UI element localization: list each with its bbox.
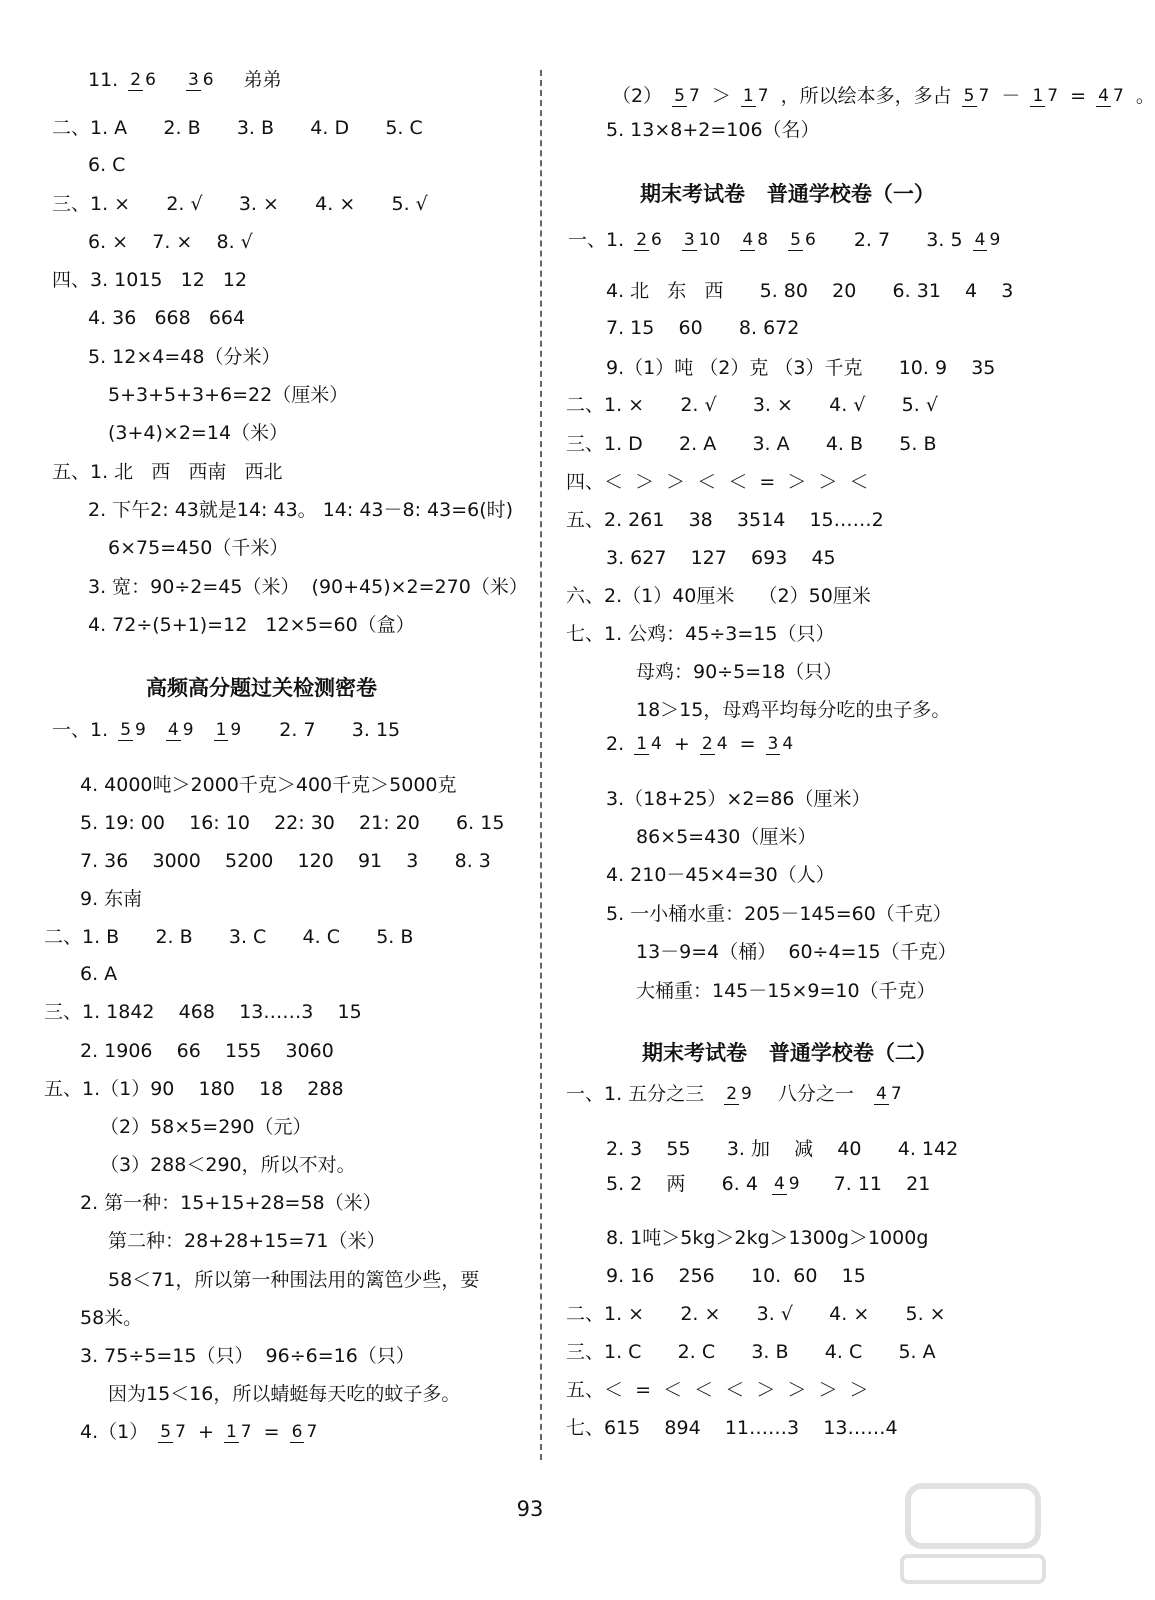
- right-line-s7: 四、＜ ＞ ＞ ＜ ＜ = ＞ ＞ ＜: [566, 471, 869, 493]
- right-line-s19: 13－9=4（桶） 60÷4=15（千克）: [636, 941, 957, 963]
- right-line-s9: 3. 627 127 693 45: [606, 547, 836, 569]
- left-line-m5: 9. 东南: [80, 888, 143, 910]
- left-line-13: 6×75=450（千米）: [108, 537, 289, 559]
- fraction: 5 6: [790, 229, 816, 250]
- right-line-s2: 4. 北 东 西 5. 80 20 6. 31 4 3: [606, 280, 1014, 302]
- fraction: 1 7: [225, 1421, 252, 1442]
- left-line-10: (3+4)×2=14（米）: [108, 422, 289, 444]
- right-line-t6: 二、1. × 2. × 3. √ 4. × 5. ×: [566, 1303, 946, 1325]
- left-line-12: 2. 下午2: 43就是14: 43。 14: 43－8: 43=6(时): [88, 499, 514, 521]
- fraction: 4 9: [974, 229, 1001, 250]
- right-line-s1: 一、1. 2 6 3 10 4 8 5 6 2. 7 3. 5 4 9: [568, 229, 1001, 251]
- fraction: 5 9: [120, 719, 146, 740]
- left-line-m13: 2. 第一种：15+15+28=58（米）: [80, 1192, 382, 1214]
- left-line-m19: 4.（1） 5 7 + 1 7 = 6 7: [80, 1421, 318, 1443]
- left-line-m14: 第二种：28+28+15=71（米）: [108, 1230, 386, 1252]
- left-line-m12: （3）288＜290，所以不对。: [100, 1154, 356, 1176]
- left-line-2: 二、1. A 2. B 3. B 4. D 5. C: [52, 117, 423, 139]
- fraction: 1 7: [742, 85, 769, 106]
- fraction: 1 4: [636, 733, 662, 754]
- fraction: 4 7: [1098, 85, 1124, 106]
- left-line-9: 5+3+5+3+6=22（厘米）: [108, 384, 349, 406]
- fraction: 1 9: [215, 719, 242, 740]
- left-line-7: 4. 36 668 664: [88, 307, 246, 329]
- right-line-s4: 9.（1）吨 （2）克 （3）千克 10. 9 35: [606, 357, 996, 379]
- left-line-m16: 58米。: [80, 1307, 143, 1329]
- right-line-1: （2） 5 7 ＞ 1 7 ，所以绘本多，多占 5 7 － 1 7 = 4 7 。: [612, 85, 1155, 107]
- left-line-m4: 7. 36 3000 5200 120 91 3 8. 3: [80, 850, 491, 872]
- left-line-14: 3. 宽：90÷2=45（米） (90+45)×2=270（米）: [88, 576, 528, 598]
- fraction: 4 9: [167, 719, 194, 740]
- left-line-11: 五、1. 北 西 西南 西北: [52, 461, 283, 483]
- left-line-8: 5. 12×4=48（分米）: [88, 346, 281, 368]
- right-line-2: 5. 13×8+2=106（名）: [606, 119, 820, 141]
- left-line-m10: 五、1.（1）90 180 18 288: [44, 1078, 344, 1100]
- fraction: 4 9: [773, 1173, 800, 1194]
- right-line-s5: 二、1. × 2. √ 3. × 4. √ 5. √: [566, 394, 938, 416]
- right-line-t4: 8. 1吨＞5kg＞2kg＞1300g＞1000g: [606, 1227, 929, 1249]
- left-line-5: 6. × 7. × 8. √: [88, 231, 253, 253]
- left-line-4: 三、1. × 2. √ 3. × 4. × 5. √: [52, 193, 428, 215]
- fraction: 2 9: [726, 1083, 752, 1104]
- left-line-m3: 5. 19: 00 16: 10 22: 30 21: 20 6. 15: [80, 812, 505, 834]
- fraction: 6 7: [291, 1421, 318, 1442]
- left-line-3: 6. C: [88, 154, 126, 176]
- fraction: 3 10: [683, 229, 721, 250]
- right-line-t1: 一、1. 五分之三 2 9 八分之一 4 7: [566, 1083, 902, 1105]
- fraction: 2 4: [701, 733, 728, 754]
- fraction: 2 6: [130, 69, 156, 90]
- right-line-s3: 7. 15 60 8. 672: [606, 317, 800, 339]
- left-line-m8: 三、1. 1842 468 13……3 15: [44, 1001, 362, 1023]
- right-line-s8: 五、2. 261 38 3514 15……2: [566, 509, 884, 531]
- fraction: 5 7: [674, 85, 700, 106]
- left-line-15: 4. 72÷(5+1)=12 12×5=60（盒）: [88, 614, 415, 636]
- right-line-t2: 2. 3 55 3. 加 减 40 4. 142: [606, 1138, 959, 1160]
- left-line-m18: 因为15＜16，所以蜻蜓每天吃的蚊子多。: [108, 1383, 461, 1405]
- right-line-s17: 4. 210－45×4=30（人）: [606, 864, 835, 886]
- right-line-s14: 2. 1 4 + 2 4 = 3 4: [606, 733, 794, 755]
- section-heading-left: 高频高分题过关检测密卷: [146, 676, 377, 700]
- section-heading-right-1: 期末考试卷 普通学校卷（一）: [640, 182, 935, 206]
- left-line-6: 四、3. 1015 12 12: [52, 269, 248, 291]
- right-line-s18: 5. 一小桶水重：205－145=60（千克）: [606, 903, 952, 925]
- right-line-s10: 六、2.（1）40厘米 （2）50厘米: [566, 585, 871, 607]
- fraction: 3 6: [187, 69, 214, 90]
- right-line-s13: 18＞15，母鸡平均每分吃的虫子多。: [636, 699, 951, 721]
- fraction: 5 7: [160, 1421, 186, 1442]
- left-line-m9: 2. 1906 66 155 3060: [80, 1040, 334, 1062]
- right-line-s15: 3.（18+25）×2=86（厘米）: [606, 788, 871, 810]
- right-line-t5: 9. 16 256 10. 60 15: [606, 1265, 866, 1287]
- fraction: 3 4: [767, 733, 794, 754]
- fraction: 4 7: [875, 1083, 902, 1104]
- left-line-m7: 6. A: [80, 963, 118, 985]
- right-line-t9: 七、615 894 11……3 13……4: [566, 1417, 898, 1439]
- right-line-t8: 五、＜ = ＜ ＜ ＜ ＞ ＞ ＞ ＞: [566, 1379, 869, 1401]
- left-line-m17: 3. 75÷5=15（只） 96÷6=16（只）: [80, 1345, 415, 1367]
- left-line-m1: 一、1. 5 9 4 9 1 9 2. 7 3. 15: [52, 719, 401, 741]
- page-number: 93: [516, 1497, 544, 1521]
- left-line-m15: 58＜71，所以第一种围法用的篱笆少些，要: [108, 1269, 480, 1291]
- fraction: 4 8: [742, 229, 769, 250]
- right-line-t7: 三、1. C 2. C 3. B 4. C 5. A: [566, 1341, 936, 1363]
- right-line-t3: 5. 2 两 6. 4 4 9 7. 11 21: [606, 1173, 931, 1195]
- right-line-s12: 母鸡：90÷5=18（只）: [636, 661, 843, 683]
- fraction: 1 7: [1032, 85, 1059, 106]
- left-line-1: 11. 2 6 3 6 弟弟: [88, 69, 282, 91]
- right-line-s16: 86×5=430（厘米）: [636, 826, 817, 848]
- right-line-s6: 三、1. D 2. A 3. A 4. B 5. B: [566, 433, 937, 455]
- left-line-m6: 二、1. B 2. B 3. C 4. C 5. B: [44, 926, 414, 948]
- left-line-m11: （2）58×5=290（元）: [100, 1116, 312, 1138]
- watermark-logo-icon: [898, 1478, 1048, 1588]
- fraction: 2 6: [636, 229, 662, 250]
- fraction: 5 7: [963, 85, 990, 106]
- column-divider: [540, 70, 542, 1460]
- right-line-s20: 大桶重：145－15×9=10（千克）: [636, 980, 936, 1002]
- left-line-m2: 4. 4000吨＞2000千克＞400千克＞5000克: [80, 774, 457, 796]
- section-heading-right-2: 期末考试卷 普通学校卷（二）: [642, 1041, 937, 1065]
- right-line-s11: 七、1. 公鸡：45÷3=15（只）: [566, 623, 835, 645]
